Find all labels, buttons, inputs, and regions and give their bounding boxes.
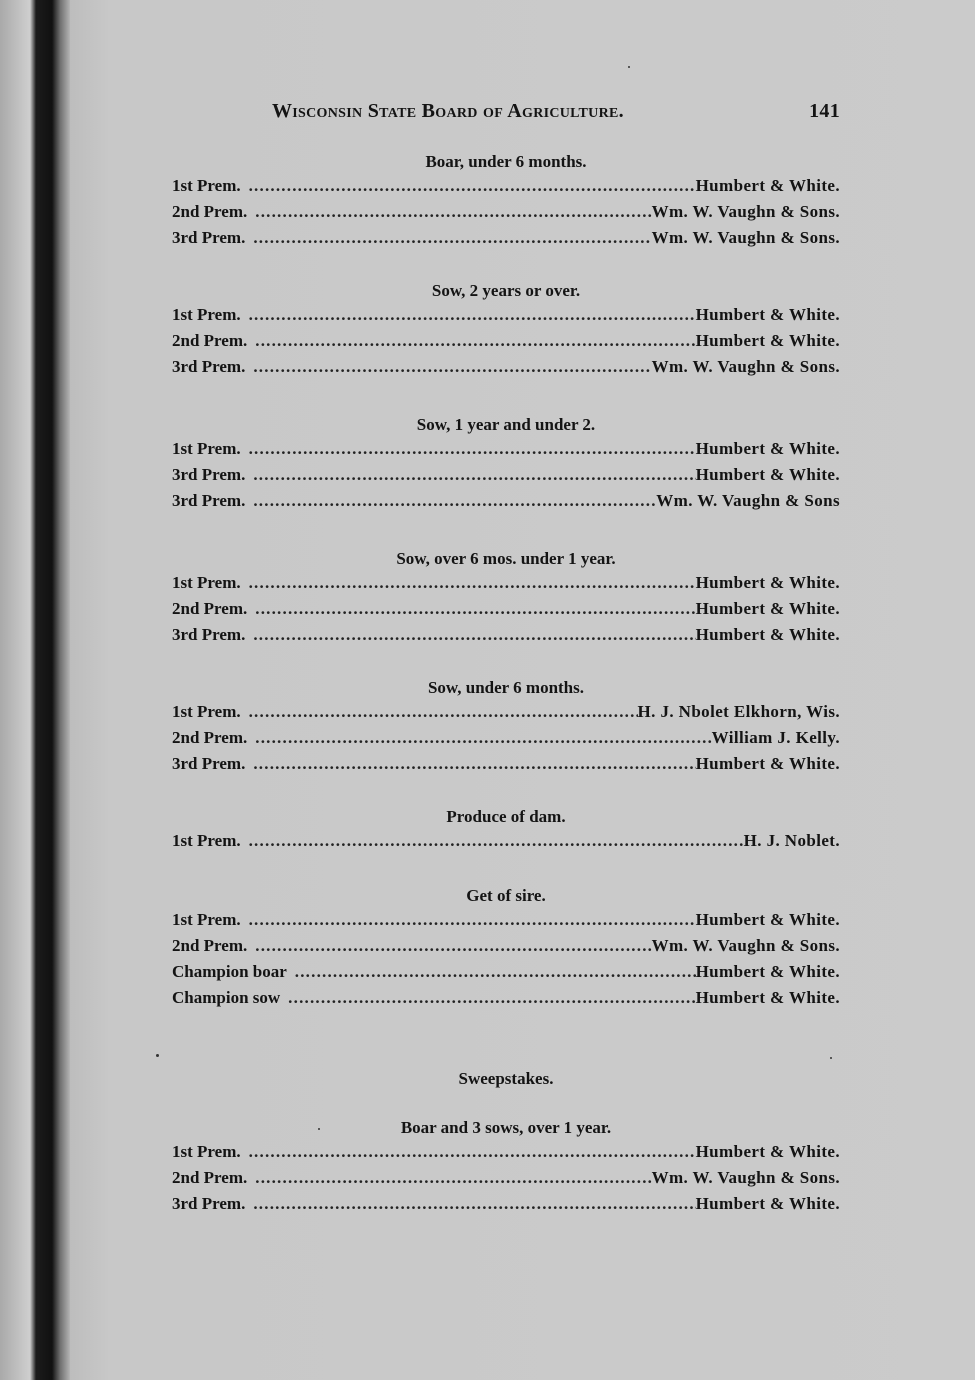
dot-leader (249, 570, 696, 596)
dot-leader (249, 828, 744, 854)
award-winner: Wm. W. Vaughn & Sons. (651, 228, 840, 247)
running-head (272, 100, 840, 126)
dot-leader (255, 199, 651, 225)
award-entry (172, 751, 840, 777)
section-heading: Sow, 1 year and under 2. (416, 415, 596, 434)
dot-leader (249, 173, 696, 199)
sweepstakes-heading: Sweepstakes. (458, 1069, 554, 1088)
dot-leader (249, 1139, 696, 1165)
award-entry (172, 699, 840, 725)
award-entry (172, 328, 840, 354)
dot-leader (253, 751, 695, 777)
page-number: 141 (809, 100, 840, 122)
award-place: 1st Prem. (172, 176, 241, 195)
award-place: 2nd Prem. (172, 599, 248, 618)
section-heading: Boar and 3 sows, over 1 year. (400, 1118, 612, 1137)
award-place: 1st Prem. (172, 573, 241, 592)
award-winner: Humbert & White. (695, 962, 840, 981)
dot-leader (255, 328, 695, 354)
section-boar-under-6-months (172, 151, 840, 251)
section-boar-and-3-sows (172, 1117, 840, 1217)
award-winner: H. J. Nbolet Elkhorn, Wis. (637, 702, 840, 721)
award-place: 2nd Prem. (172, 331, 248, 350)
section-sow-1-year-and-under-2 (172, 414, 840, 514)
award-entry (172, 622, 840, 648)
award-winner: Humbert & White. (695, 439, 840, 458)
award-place: 2nd Prem. (172, 1168, 248, 1187)
award-entry (172, 828, 840, 854)
award-place: 2nd Prem. (172, 728, 248, 747)
award-winner: H. J. Noblet. (743, 831, 840, 850)
award-place: 2nd Prem. (172, 936, 248, 955)
award-winner: Wm. W. Vaughn & Sons (656, 491, 840, 510)
dot-leader (249, 699, 638, 725)
dot-leader (253, 462, 695, 488)
award-entry (172, 225, 840, 251)
section-heading: Sow, under 6 months. (427, 678, 585, 697)
award-entry (172, 173, 840, 199)
award-place: 3rd Prem. (172, 1194, 246, 1213)
award-winner: Humbert & White. (695, 305, 840, 324)
award-winner: Humbert & White. (695, 465, 840, 484)
dot-leader (249, 907, 696, 933)
dot-leader (249, 436, 696, 462)
award-place: 1st Prem. (172, 831, 241, 850)
dot-leader (253, 354, 651, 380)
award-place: 1st Prem. (172, 305, 241, 324)
award-winner: Humbert & White. (695, 1142, 840, 1161)
section-heading: Produce of dam. (446, 807, 566, 826)
award-winner: Humbert & White. (695, 625, 840, 644)
section-heading: Sow, over 6 mos. under 1 year. (396, 549, 616, 568)
award-winner: Humbert & White. (695, 599, 840, 618)
running-head-title: Wisconsin State Board of Agriculture. (272, 100, 624, 122)
award-entry (172, 725, 840, 751)
award-winner: William J. Kelly. (711, 728, 840, 747)
award-winner: Humbert & White. (695, 754, 840, 773)
award-place: 3rd Prem. (172, 754, 246, 773)
award-place: 1st Prem. (172, 439, 241, 458)
award-entry (172, 488, 840, 514)
award-entry (172, 907, 840, 933)
dot-leader (255, 933, 651, 959)
dot-leader (295, 959, 696, 985)
award-winner: Humbert & White. (695, 573, 840, 592)
award-entry (172, 1139, 840, 1165)
award-entry (172, 302, 840, 328)
section-sow-over-6-mos-under-1-year (172, 548, 840, 648)
award-winner: Wm. W. Vaughn & Sons. (651, 1168, 840, 1187)
section-sow-2-years-or-over (172, 280, 840, 380)
section-get-of-sire (172, 885, 840, 1011)
award-place: 3rd Prem. (172, 228, 246, 247)
dot-leader (288, 985, 695, 1011)
award-place: Champion sow (172, 988, 281, 1007)
award-entry (172, 354, 840, 380)
section-sow-under-6-months (172, 677, 840, 777)
award-winner: Humbert & White. (695, 331, 840, 350)
award-place: 3rd Prem. (172, 357, 246, 376)
award-place: 1st Prem. (172, 702, 241, 721)
award-place: 1st Prem. (172, 1142, 241, 1161)
award-entry (172, 933, 840, 959)
print-speck (318, 1128, 320, 1130)
award-winner: Wm. W. Vaughn & Sons. (651, 357, 840, 376)
award-place: 3rd Prem. (172, 491, 246, 510)
award-entry (172, 596, 840, 622)
award-winner: Humbert & White. (695, 988, 840, 1007)
award-place: Champion boar (172, 962, 287, 981)
award-place: 1st Prem. (172, 910, 241, 929)
print-speck (628, 66, 630, 68)
award-entry (172, 1165, 840, 1191)
award-winner: Humbert & White. (695, 910, 840, 929)
dot-leader (255, 596, 695, 622)
section-heading: Boar, under 6 months. (425, 152, 587, 171)
award-winner: Wm. W. Vaughn & Sons. (651, 936, 840, 955)
dot-leader (255, 725, 711, 751)
award-entry (172, 570, 840, 596)
award-entry (172, 985, 840, 1011)
award-winner: Humbert & White. (695, 176, 840, 195)
award-place: 2nd Prem. (172, 202, 248, 221)
dot-leader (253, 488, 656, 514)
award-winner: Wm. W. Vaughn & Sons. (651, 202, 840, 221)
section-heading: Get of sire. (466, 886, 546, 905)
section-heading: Sow, 2 years or over. (431, 281, 581, 300)
section-produce-of-dam (172, 806, 840, 854)
award-entry (172, 959, 840, 985)
award-winner: Humbert & White. (695, 1194, 840, 1213)
print-speck (156, 1054, 159, 1057)
award-place: 3rd Prem. (172, 465, 246, 484)
dot-leader (249, 302, 696, 328)
print-speck (830, 1057, 832, 1059)
award-entry (172, 462, 840, 488)
award-entry (172, 1191, 840, 1217)
dot-leader (253, 225, 651, 251)
award-entry (172, 436, 840, 462)
award-entry (172, 199, 840, 225)
dot-leader (253, 1191, 695, 1217)
dot-leader (255, 1165, 651, 1191)
book-binding-edge (0, 0, 70, 1380)
dot-leader (253, 622, 695, 648)
award-place: 3rd Prem. (172, 625, 246, 644)
